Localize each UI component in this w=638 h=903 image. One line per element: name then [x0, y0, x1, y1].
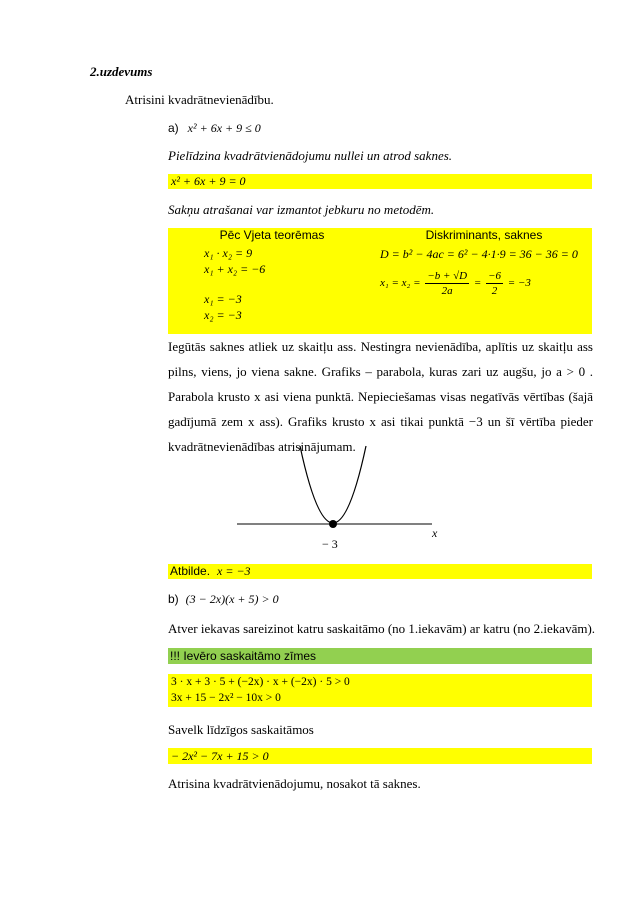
- sign-note: !!! Ievēro saskaitāmo zīmes: [168, 648, 592, 664]
- discriminant-header: Diskriminants, saknes: [425, 228, 543, 242]
- vieta-sum: x₁ + x₂ = −6: [204, 262, 266, 276]
- roots-formula: x₁ = x₂ = $\frac{-b + √D}{2a}$ = $\frac{-6}{2}$ = −3: [380, 270, 531, 297]
- part-a-explanation: Iegūtās saknes atliek uz skaitļu ass. Nestingra nevienādība, aplītis uz skaitļu ass pilns, viens, jo viena sakne. Grafiks – parabola, kuras zari uz augšu, jo a > 0 . Parabola krusto x asi viena punktā. Nepieciešamas visas negatīvās vērtības (šajā gadījumā zem x ass). Grafiks krusto x asi tikai punktā −3 un šī vērtība pieder kvadrātnevienādības atrisinājumam.: [168, 339, 593, 454]
- part-a-step1: Pielīdzina kvadrātvienādojumu nullei un atrod saknes.: [168, 148, 453, 163]
- part-b-step1: Atver iekavas sareizinot katru saskaitāmo (no 1.iekavām) ar katru (no 2.iekavām).: [168, 621, 596, 636]
- simplified-inequality: − 2x² − 7x + 15 > 0: [168, 748, 592, 764]
- vieta-root1: x₁ = −3: [204, 292, 242, 306]
- part-a-equation: x² + 6x + 9 = 0: [168, 174, 592, 189]
- answer-value: x = −3: [217, 564, 251, 578]
- answer-label: Atbilde.: [170, 564, 211, 578]
- root-point: [329, 520, 337, 528]
- vieta-header: Pēc Vjeta teorēmas: [219, 228, 325, 242]
- part-b-inequality: (3 − 2x)(x + 5) > 0: [185, 592, 279, 606]
- part-b-label: b): [168, 592, 179, 606]
- vieta-product: x₁ · x₂ = 9: [204, 246, 253, 260]
- part-a-step2: Sakņu atrašanai var izmantot jebkuru no metodēm.: [168, 202, 435, 217]
- parabola-graph: [232, 444, 452, 554]
- solution-table: [168, 228, 592, 334]
- roots-fraction-denominator: 2a: [441, 285, 453, 297]
- roots-value-fraction: [486, 269, 503, 298]
- expansion-block: [168, 674, 592, 707]
- part-a-label: a): [168, 121, 179, 135]
- discriminant-formula: D = b² − 4ac = 6² − 4·1·9 = 36 − 36 = 0: [380, 247, 578, 261]
- task-title: 2.uzdevums: [90, 64, 153, 79]
- x-axis-label: x: [432, 526, 438, 540]
- root-point-label: − 3: [322, 537, 338, 551]
- vieta-root2: x₂ = −3: [204, 308, 242, 322]
- roots-fraction-numerator: −b + √D: [427, 270, 468, 282]
- answer-row: [168, 564, 592, 579]
- roots-fraction: [425, 269, 469, 298]
- expansion-line-2: 3x + 15 − 2x² − 10x > 0: [171, 692, 281, 704]
- part-b-heading: [168, 592, 279, 607]
- part-a-inequality: x² + 6x + 9 ≤ 0: [187, 121, 261, 135]
- roots-lhs: x₁ = x₂ =: [380, 277, 421, 290]
- roots-value-denominator: 2: [491, 285, 498, 297]
- roots-result: = −3: [507, 277, 531, 290]
- instruction: Atrisini kvadrātnevienādību.: [125, 92, 274, 107]
- part-b-step3: Atrisina kvadrātvienādojumu, nosakot tā saknes.: [168, 776, 421, 791]
- roots-value-numerator: −6: [488, 270, 501, 282]
- part-b-step2: Savelk līdzīgos saskaitāmos: [168, 722, 314, 737]
- part-a-heading: [168, 121, 261, 136]
- parabola-curve: [300, 446, 366, 523]
- expansion-line-1: 3 · x + 3 · 5 + (−2x) · x + (−2x) · 5 > 0: [171, 676, 350, 688]
